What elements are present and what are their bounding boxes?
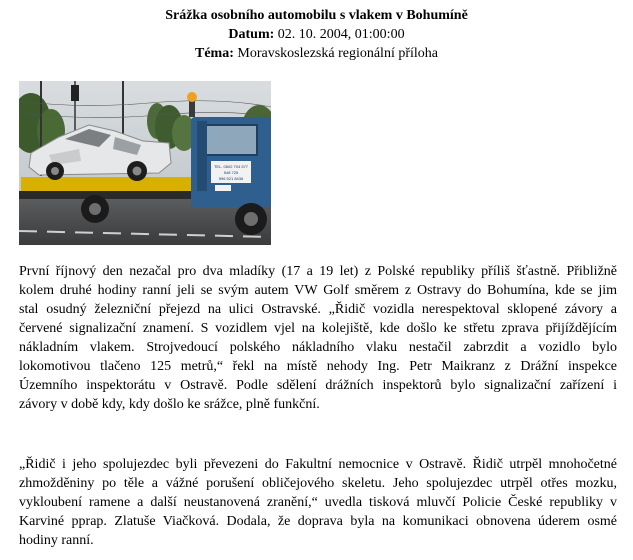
paragraph-line: stal osudný železniční přejezd na ulici Ostravské. „Řidič vozidla nerespektoval sklopené závory a <box>19 302 617 317</box>
truck-sign-line3: 596 521 8436 <box>218 176 244 181</box>
paragraph-line: Karviné pprap. Zlatuše Viačková. Dodala, že doprava byla na komunikaci obnovena úderem osmé <box>19 514 617 529</box>
article-header <box>0 6 633 63</box>
paragraph-line: lokomotivou tlačeno 125 metrů,“ řekl na místě nehody Ing. Petr Maikranz z Drážní inspekce <box>19 359 617 374</box>
paragraph-line: zhmožděniny po těle a vážné porušení obličejového skeletu. Jeho spolujezdec utrpěl otřes mozku, <box>19 476 617 491</box>
paragraph-line: kolem druhé hodiny ranní jeli se svým autem VW Golf směrem z Ostravy do Bohumína, kde se jim <box>19 283 617 298</box>
article-title-row <box>0 6 633 25</box>
paragraph-line: nákladním vlakem. Strojvedoucí polského nákladního vlaku nestačil zabrzdit a vozidlo bylo <box>19 340 617 355</box>
paragraph-line: „Řidič i jeho spolujezdec byli převezeni do Fakultní nemocnice v Ostravě. Řidič utrpěl mnohočetné <box>19 457 617 472</box>
tow-truck-photo <box>19 81 271 245</box>
article-paragraph-2 <box>19 455 617 550</box>
date-value: 02. 10. 2004, 01:00:00 <box>277 27 405 42</box>
paragraph-line: vykloubení ramene a další neustanovená zranění,“ uvedla tisková mluvčí Policie České republiky v <box>19 495 617 510</box>
article-photo <box>19 81 271 245</box>
paragraph-line: závory v době kdy, kdy došlo ke srážce, plně funkční. <box>19 397 320 412</box>
traffic-light <box>71 85 79 101</box>
paragraph-line: červené signalizační znamení. S vozidlem vjel na kolejiště, kde došlo ke střetu zprava přijíždějícím <box>19 321 617 336</box>
article-title: Srážka osobního automobilu s vlakem v Bohumíně <box>165 8 468 23</box>
date-row <box>0 25 633 44</box>
beacon-light <box>187 92 197 102</box>
topic-value: Moravskoslezská regionální příloha <box>237 46 438 61</box>
date-label: Datum: <box>228 27 275 42</box>
paragraph-line: První říjnový den nezačal pro dva mladíky (17 a 19 let) z Polské republiky příliš šťastně. Přibližně <box>19 264 617 279</box>
truck-sign-line2: 548 725 <box>223 170 239 175</box>
topic-row <box>0 44 633 63</box>
article-paragraph-1 <box>19 262 617 414</box>
truck-sign-line1: TEL. 0602 704 577 <box>213 164 249 169</box>
paragraph-line: Územního inspektorátu v Ostravě. Podle sdělení drážních inspektorů bylo signalizační zařízení i <box>19 378 617 393</box>
paragraph-line: hodiny ranní. <box>19 533 94 548</box>
topic-label: Téma: <box>194 46 234 61</box>
